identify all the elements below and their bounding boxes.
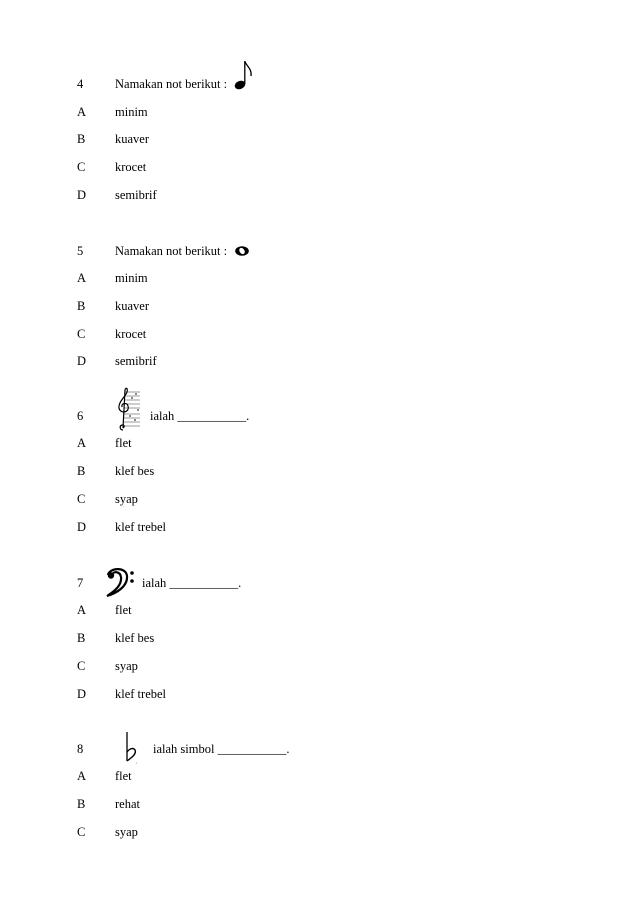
option-text: minim <box>115 105 148 119</box>
option-letter: C <box>77 825 86 839</box>
option-row <box>0 268 638 288</box>
option-letter: C <box>77 327 86 341</box>
option-row <box>0 684 638 704</box>
option-row <box>0 489 638 509</box>
bass-clef-icon <box>104 566 138 598</box>
question-number: 7 <box>77 576 84 590</box>
option-text: klef trebel <box>115 687 167 701</box>
option-letter: B <box>77 299 86 313</box>
question-prompt: ialah ___________. <box>142 576 242 590</box>
option-text: klef trebel <box>115 520 167 534</box>
option-row <box>0 461 638 481</box>
option-row <box>0 517 638 537</box>
option-letter: A <box>77 271 87 285</box>
option-text: krocet <box>115 327 147 341</box>
option-letter: D <box>77 354 87 368</box>
question-prompt: ialah ___________. <box>150 409 250 423</box>
option-letter: A <box>77 105 87 119</box>
question-prompt: ialah simbol ___________. <box>153 742 290 756</box>
option-text: syap <box>115 825 138 839</box>
option-row <box>0 822 638 842</box>
quaver-note-icon <box>232 58 256 92</box>
option-text: semibrif <box>115 354 157 368</box>
option-letter: D <box>77 188 87 202</box>
option-letter: B <box>77 464 86 478</box>
option-letter: C <box>77 659 86 673</box>
option-letter: B <box>77 631 86 645</box>
question-number: 5 <box>77 244 84 258</box>
question-number: 6 <box>77 409 84 423</box>
option-text: rehat <box>115 797 140 811</box>
question-8 <box>0 739 638 759</box>
option-row <box>0 600 638 620</box>
option-row <box>0 185 638 205</box>
option-text: klef bes <box>115 464 155 478</box>
question-5 <box>0 241 638 261</box>
option-text: syap <box>115 492 138 506</box>
option-letter: A <box>77 603 87 617</box>
option-row <box>0 794 638 814</box>
option-row <box>0 351 638 371</box>
treble-clef-icon <box>116 386 142 432</box>
option-letter: D <box>77 687 87 701</box>
option-row <box>0 129 638 149</box>
question-number: 4 <box>77 77 84 91</box>
semibreve-note-icon <box>234 244 250 258</box>
option-row <box>0 433 638 453</box>
option-row <box>0 766 638 786</box>
option-row <box>0 628 638 648</box>
option-text: flet <box>115 769 132 783</box>
option-letter: A <box>77 769 87 783</box>
option-row <box>0 296 638 316</box>
option-letter: D <box>77 520 87 534</box>
option-row <box>0 102 638 122</box>
option-letter: C <box>77 492 86 506</box>
option-text: flet <box>115 603 132 617</box>
question-prompt: Namakan not berikut : <box>115 244 228 258</box>
option-row <box>0 656 638 676</box>
option-text: semibrif <box>115 188 157 202</box>
flat-sign-icon <box>122 730 140 766</box>
question-4 <box>0 74 638 94</box>
option-letter: A <box>77 436 87 450</box>
option-letter: C <box>77 160 86 174</box>
option-letter: B <box>77 132 86 146</box>
question-number: 8 <box>77 742 84 756</box>
option-text: klef bes <box>115 631 155 645</box>
option-text: krocet <box>115 160 147 174</box>
question-7 <box>0 573 638 593</box>
question-prompt: Namakan not berikut : <box>115 77 228 91</box>
option-text: syap <box>115 659 138 673</box>
option-row <box>0 324 638 344</box>
option-text: minim <box>115 271 148 285</box>
option-row <box>0 157 638 177</box>
option-text: flet <box>115 436 132 450</box>
option-text: kuaver <box>115 299 150 313</box>
option-text: kuaver <box>115 132 150 146</box>
question-6 <box>0 406 638 426</box>
option-letter: B <box>77 797 86 811</box>
